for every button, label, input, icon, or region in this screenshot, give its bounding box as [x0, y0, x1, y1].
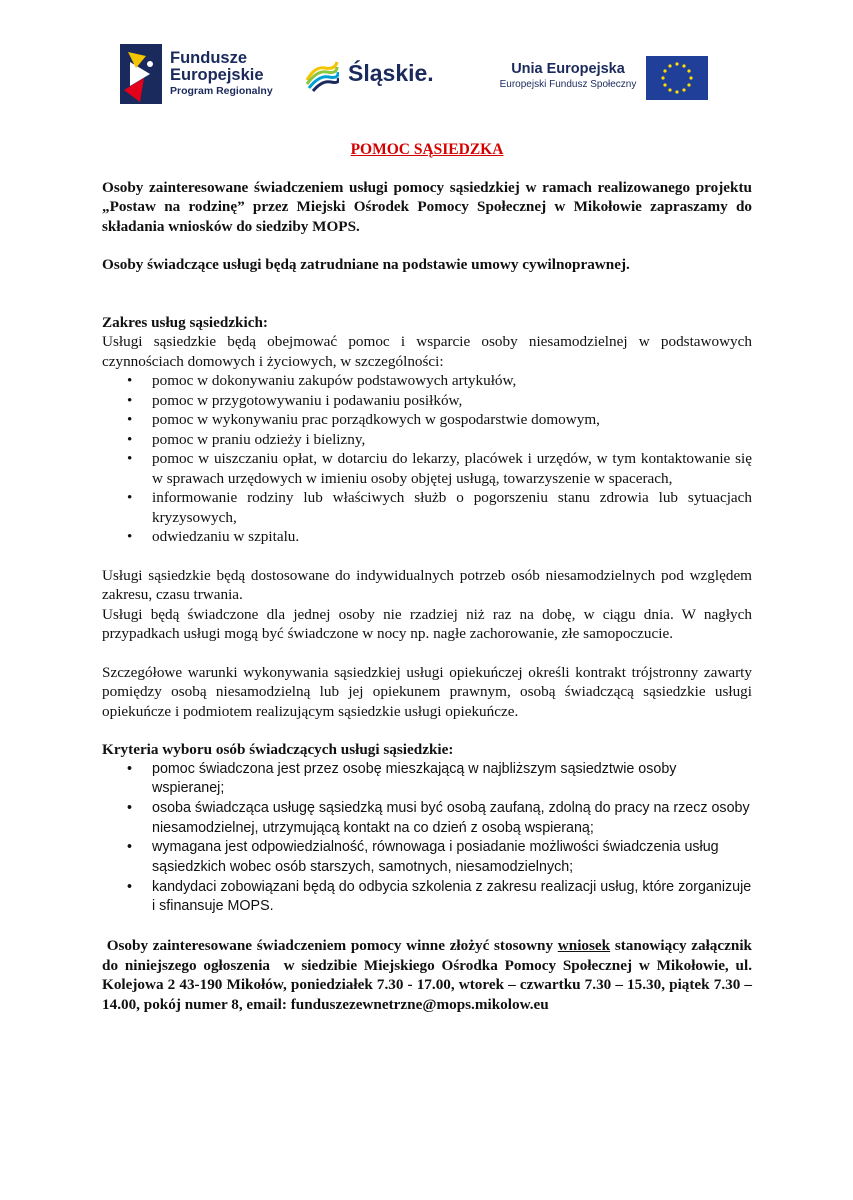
contract-paragraph: Osoby świadczące usługi będą zatrudniane na podstawie umowy cywilnoprawnej.: [102, 256, 630, 273]
scope-list: [102, 371, 752, 547]
closing-text-before: Osoby zainteresowane świadczeniem pomocy winne złożyć stosowny: [102, 937, 558, 955]
list-item: • pomoc w przygotowywaniu i podawaniu posiłków,: [152, 391, 752, 411]
closing-paragraph: [102, 936, 756, 1014]
list-item: • kandydaci zobowiązani będą do odbycia szkolenia z zakresu realizacji usług, które zorganizuje i sfinansuje MOPS.: [152, 878, 752, 917]
contract-terms-paragraph: Szczegółowe warunki wykonywania sąsiedzkiej usługi opiekuńczej określi kontrakt trójstronny zawarty pomiędzy osobą niesamodzielną lub jej opiekunem prawnym, osobą świadczącą sąsiedzkie usługi opiekuńcze i podmiotem realizującym sąsiedzkie usługi opiekuńcze.: [102, 663, 752, 720]
closing-text-after: stanowiący załącznik do niniejszego ogłoszenia w siedzibie Miejskiego Ośrodka Pomocy Społecznej w Mikołowie, ul. Kolejowa 2 43-190 Mikołów, poniedziałek 7.30 - 17.00, wtorek – czwartku 7.30 – 15.30, piątek 7.30 – 14.00, pokój numer 8, email: funduszezewnetrzne@mops.mikolow.eu: [102, 937, 756, 1013]
logo-bar: [112, 34, 742, 116]
list-item: • odwiedzaniu w szpitalu.: [152, 527, 752, 547]
wniosek-link[interactable]: wniosek: [557, 937, 611, 955]
adaptation-paragraph: Usługi sąsiedzkie będą dostosowane do indywidualnych potrzeb osób niesamodzielnych pod względem zakresu, czasu trwania.: [102, 566, 752, 603]
list-item: • pomoc w wykonywaniu prac porządkowych w gospodarstwie domowym,: [152, 410, 752, 430]
list-item: • pomoc w praniu odzieży i bielizny,: [152, 430, 752, 450]
slaskie-logo: [305, 58, 445, 98]
ue-line2: Europejski Fundusz Społeczny: [499, 79, 637, 90]
scope-text: Usługi sąsiedzkie będą obejmować pomoc i wsparcie osoby niesamodzielnej w podstawowych czynnościach domowych i życiowych, w szczególności:: [102, 333, 752, 370]
criteria-heading: Kryteria wyboru osób świadczących usługi sąsiedzkie:: [102, 741, 454, 758]
scope-heading: Zakres usług sąsiedzkich:: [102, 313, 268, 331]
document-title: POMOC SĄSIEDZKA: [350, 141, 504, 158]
list-item: • wymagana jest odpowiedzialność, równowaga i posiadanie możliwości świadczenia usług sąsiedzkich wobec osób starszych, samotnych, niesamodzielnych;: [152, 838, 752, 877]
list-item: • pomoc świadczona jest przez osobę mieszkającą w najbliższym sąsiedztwie osoby wspieranej;: [152, 760, 752, 799]
eu-flag-icon: [646, 56, 708, 100]
criteria-list: [102, 760, 752, 918]
fe-line1: Fundusze: [170, 49, 247, 67]
fe-line3: Program Regionalny: [170, 85, 273, 97]
fe-line2: Europejskie: [170, 66, 264, 84]
ue-line1: Unia Europejska: [511, 61, 625, 77]
intro-paragraph: Osoby zainteresowane świadczeniem usługi pomocy sąsiedzkiej w ramach realizowanego projektu „Postaw na rodzinę” przez Miejski Ośrodek Pomocy Społecznej w Mikołowie zapraszamy do składania wniosków do siedziby MOPS.: [102, 178, 752, 235]
slaskie-waves-icon: [305, 58, 339, 92]
frequency-paragraph: Usługi będą świadczone dla jednej osoby nie rzadziej niż raz na dobę, w ciągu dnia. W nagłych przypadkach usługi mogą być świadczone w nocy np. nagłe zachorowanie, złe samopoczucie.: [102, 605, 752, 642]
document-body: [102, 140, 756, 1014]
fundusze-europejskie-mark-icon: [120, 44, 162, 104]
fundusze-europejskie-logo: [120, 44, 290, 110]
list-item: • pomoc w uiszczaniu opłat, w dotarciu do lekarzy, placówek i urzędów, w tym kontaktowanie się w sprawach urzędowych w imieniu osoby objętej usługą, towarzyszenie w spacerach,: [152, 449, 752, 488]
list-item: • osoba świadcząca usługę sąsiedzką musi być osobą zaufaną, zdolną do pracy na rzecz osoby niesamodzielnej, utrzymującą kontakt na co dzień z osobą wspieraną;: [152, 799, 752, 838]
unia-europejska-logo: [499, 56, 739, 102]
slaskie-text: Śląskie.: [348, 60, 434, 86]
list-item: • informowanie rodziny lub właściwych służb o pogorszeniu stanu zdrowia lub sytuacjach kryzysowych,: [152, 488, 752, 527]
list-item: • pomoc w dokonywaniu zakupów podstawowych artykułów,: [152, 371, 752, 391]
